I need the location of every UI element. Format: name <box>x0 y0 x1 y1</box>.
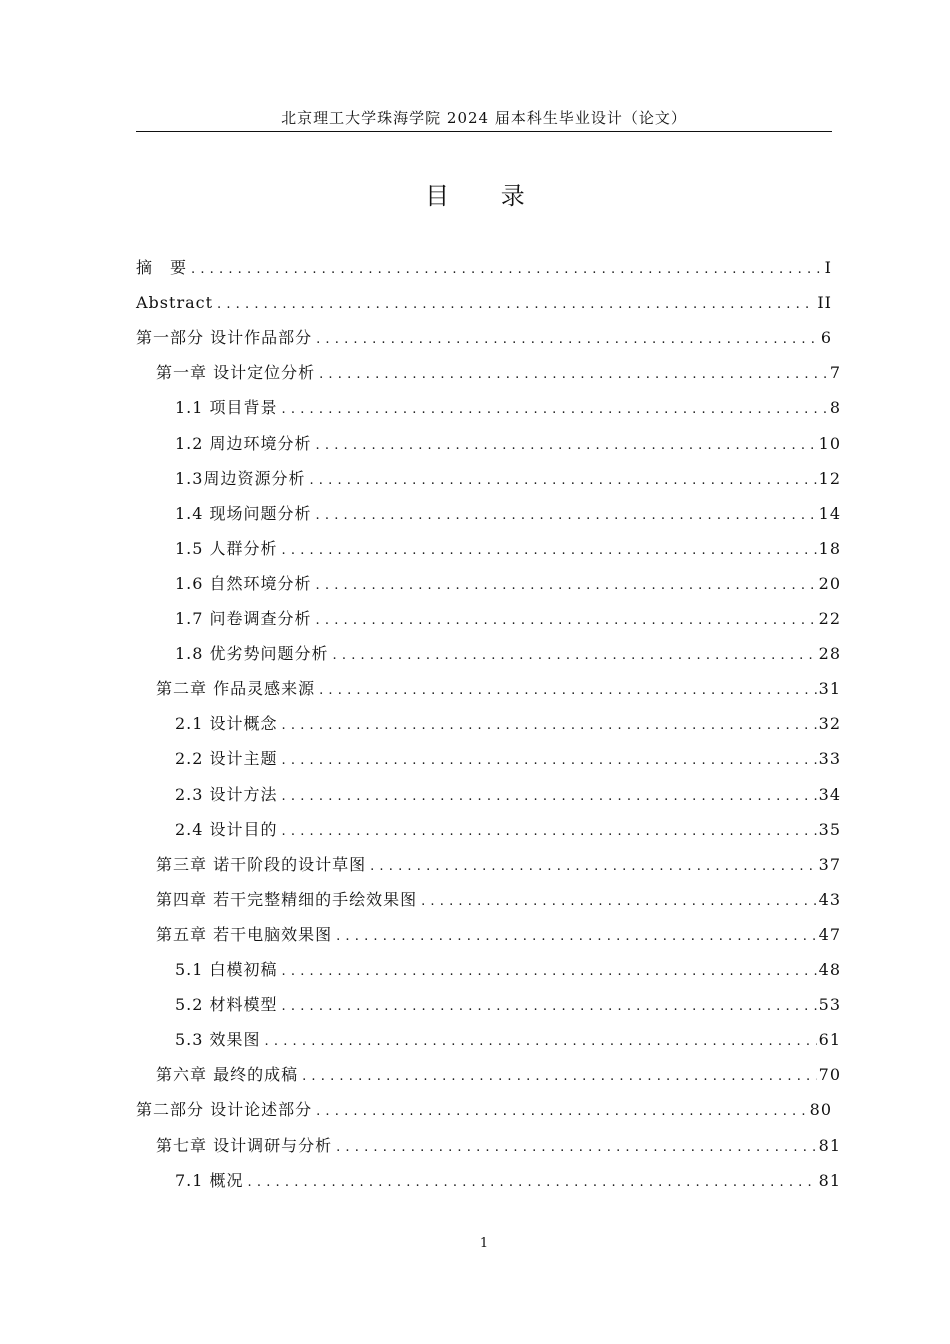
toc-dot-leader <box>248 1171 817 1195</box>
toc-entry-label: 2.3 设计方法 <box>175 784 278 804</box>
toc-entry-label: 5.3 效果图 <box>175 1030 261 1050</box>
toc-dot-leader <box>316 434 817 458</box>
toc-entry[interactable] <box>156 853 841 877</box>
toc-entry-label: 第六章 最终的成稿 <box>156 1065 299 1085</box>
toc-dot-leader <box>282 749 817 773</box>
toc-dot-leader <box>217 293 815 317</box>
toc-dot-leader <box>370 855 817 879</box>
toc-entry[interactable] <box>175 642 841 666</box>
toc-dot-leader <box>336 925 817 949</box>
toc-dot-leader <box>265 1030 817 1054</box>
toc-entry-page: 14 <box>818 503 841 523</box>
toc-entry[interactable] <box>156 888 841 912</box>
header-divider <box>136 131 832 132</box>
toc-entry-page: 31 <box>818 679 841 699</box>
toc-dot-leader <box>282 995 817 1019</box>
toc-entry-label: 1.7 问卷调查分析 <box>175 609 312 628</box>
toc-entry[interactable] <box>136 291 832 315</box>
toc-entry-page: 61 <box>818 1030 841 1050</box>
toc-entry-label: 2.4 设计目的 <box>175 819 278 839</box>
toc-entry[interactable] <box>175 1028 841 1052</box>
toc-entry-page: II <box>817 293 832 313</box>
toc-entry-label: 7.1 概况 <box>175 1170 244 1190</box>
toc-entry-page: 70 <box>818 1065 841 1085</box>
toc-entry[interactable] <box>136 326 832 350</box>
toc-entry[interactable] <box>175 432 841 456</box>
toc-dot-leader <box>316 574 817 598</box>
toc-entry-label: 第二章 作品灵感来源 <box>156 679 316 699</box>
toc-entry-label: 第一章 设计定位分析 <box>156 363 316 383</box>
toc-entry[interactable] <box>175 467 841 491</box>
toc-entry-page: 8 <box>829 398 841 418</box>
toc-entry-page: 47 <box>818 924 841 944</box>
toc-entry-page: 28 <box>818 644 841 664</box>
toc-entry[interactable] <box>156 1134 841 1158</box>
toc-entry-page: 10 <box>818 433 841 453</box>
toc-entry-label: 第七章 设计调研与分析 <box>156 1135 333 1155</box>
toc-entry[interactable] <box>175 993 841 1017</box>
toc-entry-label: 1.5 人群分析 <box>175 538 278 558</box>
toc-entry[interactable] <box>156 1063 841 1087</box>
toc-entry[interactable] <box>175 958 841 982</box>
toc-entry-page: 18 <box>818 538 841 558</box>
toc-entry[interactable] <box>175 607 841 631</box>
toc-dot-leader <box>282 398 828 422</box>
toc-entry-label: 第五章 若干电脑效果图 <box>156 924 333 944</box>
toc-dot-leader <box>309 469 816 493</box>
toc-entry[interactable] <box>175 818 841 842</box>
toc-entry-page: 12 <box>818 468 841 488</box>
toc-entry-page: 20 <box>818 573 841 593</box>
toc-entry[interactable] <box>175 747 841 771</box>
toc-entry-page: 80 <box>809 1100 832 1120</box>
toc-dot-leader <box>319 679 817 703</box>
toc-entry-label: 第一部分 设计作品部分 <box>136 328 313 348</box>
toc-entry[interactable] <box>136 1098 832 1122</box>
toc-entry-page: 81 <box>818 1135 841 1155</box>
toc-dot-leader <box>316 504 817 528</box>
toc-dot-leader <box>316 1100 808 1124</box>
toc-entry-label: 5.1 白模初稿 <box>175 960 278 979</box>
toc-dot-leader <box>336 1136 817 1160</box>
toc-entry-label: 1.8 优劣势问题分析 <box>175 644 329 664</box>
toc-entry[interactable] <box>156 923 841 947</box>
toc-entry[interactable] <box>175 1169 841 1193</box>
toc-entry-page: 53 <box>818 995 841 1015</box>
toc-entry-label: 5.2 材料模型 <box>175 995 278 1015</box>
toc-entry[interactable] <box>175 572 841 596</box>
toc-entry[interactable] <box>175 537 841 561</box>
toc-dot-leader <box>333 644 817 668</box>
toc-entry[interactable] <box>175 712 841 736</box>
toc-entry-page: 43 <box>818 889 841 909</box>
toc-entry-label: 1.4 现场问题分析 <box>175 503 312 523</box>
toc-dot-leader <box>302 1065 817 1089</box>
toc-dot-leader <box>316 328 819 352</box>
toc-entry[interactable] <box>156 361 841 385</box>
toc-entry[interactable] <box>175 783 841 807</box>
toc-entry-label: 1.2 周边环境分析 <box>175 433 312 453</box>
toc-entry-label: 2.1 设计概念 <box>175 714 278 734</box>
toc-entry-page: 32 <box>818 714 841 734</box>
toc-entry-page: 48 <box>818 960 841 979</box>
toc-entry[interactable] <box>156 677 841 701</box>
toc-entry-page: 6 <box>820 328 832 348</box>
toc-dot-leader <box>282 714 817 738</box>
toc-entry-page: 34 <box>818 784 841 804</box>
toc-dot-leader <box>191 258 823 282</box>
toc-dot-leader <box>316 609 817 633</box>
toc-dot-leader <box>282 820 817 844</box>
toc-entry-page: 7 <box>829 363 841 383</box>
toc-entry[interactable] <box>136 256 832 280</box>
toc-dot-leader <box>421 890 817 914</box>
toc-entry-label: 第二部分 设计论述部分 <box>136 1100 313 1120</box>
toc-entry-label: 1.3周边资源分析 <box>175 468 306 488</box>
toc-entry-page: I <box>824 258 832 277</box>
toc-entry-page: 22 <box>818 609 841 628</box>
toc-entry-label: Abstract <box>136 293 214 313</box>
toc-dot-leader <box>282 539 817 563</box>
toc-entry-page: 33 <box>818 749 841 769</box>
running-header: 北京理工大学珠海学院 2024 届本科生毕业设计（论文） <box>281 109 687 127</box>
toc-entry-page: 37 <box>818 854 841 874</box>
toc-entry-label: 1.6 自然环境分析 <box>175 573 312 593</box>
toc-entry-page: 35 <box>818 819 841 839</box>
toc-entry-label: 摘 要 <box>136 258 188 277</box>
toc-entry[interactable] <box>175 502 841 526</box>
toc-dot-leader <box>282 785 817 809</box>
toc-entry[interactable] <box>175 396 841 420</box>
toc-entry-label: 第四章 若干完整精细的手绘效果图 <box>156 889 418 909</box>
toc-entry-label: 2.2 设计主题 <box>175 749 278 769</box>
toc-dot-leader <box>319 363 828 387</box>
toc-dot-leader <box>282 960 817 984</box>
toc-title: 目 录 <box>425 182 547 210</box>
toc-entry-label: 1.1 项目背景 <box>175 398 278 418</box>
toc-entry-page: 81 <box>818 1170 841 1190</box>
page-number: 1 <box>479 1236 489 1251</box>
toc-entry-label: 第三章 诺干阶段的设计草图 <box>156 854 367 874</box>
